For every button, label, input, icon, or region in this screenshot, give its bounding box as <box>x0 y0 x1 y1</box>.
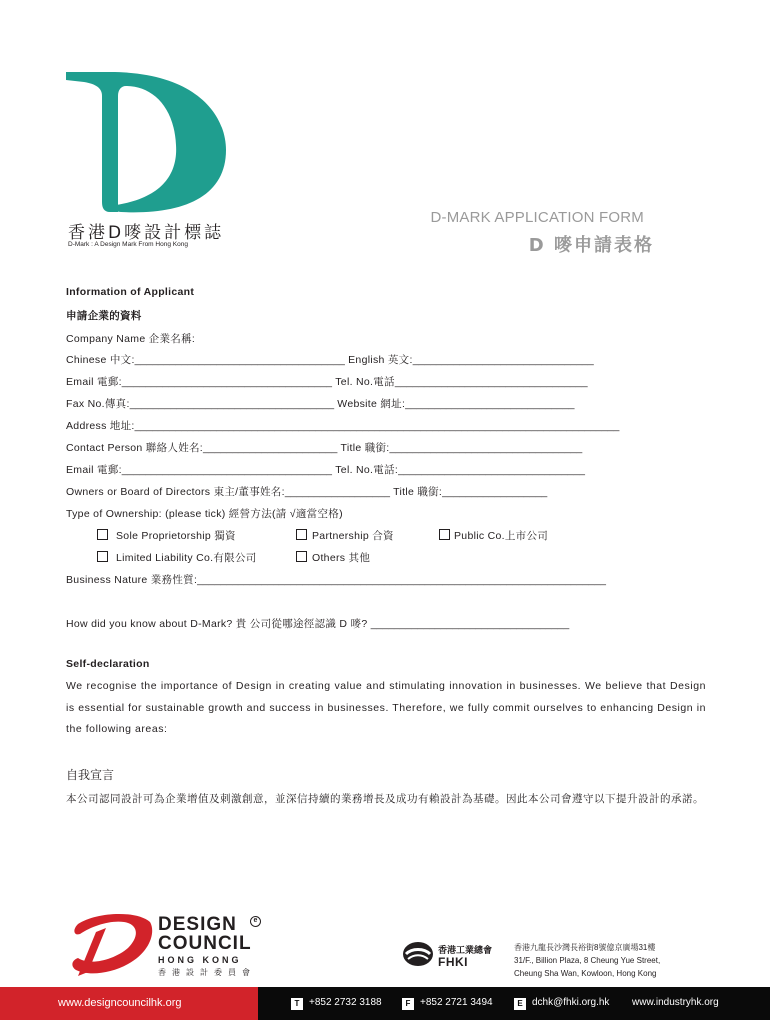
checkbox-limited[interactable] <box>97 551 108 562</box>
option-limited-liability[interactable] <box>97 550 257 565</box>
phone-icon: T <box>291 998 303 1010</box>
email-label: Email 電郵: <box>66 376 122 388</box>
option-limited-label: Limited Liability Co.有限公司 <box>116 552 257 564</box>
option-public-co[interactable] <box>439 528 548 543</box>
business-nature-row <box>66 572 606 587</box>
fhki-name-en: FHKI <box>438 955 468 969</box>
design-council-wordmark <box>158 915 256 978</box>
contact-tel-field[interactable]: ________________________________ <box>398 464 585 476</box>
section-heading-applicant-cn: 申請企業的資料 <box>66 310 142 322</box>
contact-tel-label: Tel. No.電話: <box>335 464 399 476</box>
address-en-line2: Cheung Sha Wan, Kowloon, Hong Kong <box>514 969 657 978</box>
fhki-address <box>514 941 660 980</box>
option-sole-label: Sole Proprietorship 獨資 <box>116 530 236 542</box>
address-row <box>66 418 619 433</box>
fax-field[interactable]: ___________________________________ <box>129 398 335 410</box>
english-name-label: English 英文: <box>348 354 413 366</box>
dc-line4: 香港設計委員會 <box>158 968 256 977</box>
business-nature-field[interactable]: ______________________________________________________________________ <box>197 574 606 586</box>
title-field[interactable]: _________________________________ <box>389 442 583 454</box>
option-partnership[interactable] <box>296 528 394 543</box>
self-declaration-text: We recognise the importance of Design in creating value and stimulating innovation in businesses. We believe that Design is essential for sustainable growth and success in businesses. Therefore, we fully commit ourselves to enhancing Design in the following areas: <box>66 680 706 735</box>
design-council-logo <box>66 910 154 980</box>
fax-label: Fax No.傳真: <box>66 398 130 410</box>
dc-line2: COUNCIL <box>158 933 252 954</box>
option-public-label: Public Co.上市公司 <box>454 530 549 542</box>
self-declaration-text-cn: 本公司認同設計可為企業增值及刺激創意，並深信持續的業務增長及成功有賴設計為基礎。因此本公司會遵守以下提升設計的承諾。 <box>66 793 704 805</box>
checkbox-partnership[interactable] <box>296 529 307 540</box>
footer-phone-text: +852 2732 3188 <box>309 997 382 1008</box>
chinese-name-row <box>66 352 594 367</box>
company-name-label: Company Name 企業名稱: <box>66 333 196 345</box>
design-council-link[interactable]: www.designcouncilhk.org <box>58 997 182 1009</box>
footer-phone <box>291 997 382 1010</box>
dc-line1: DESIGN <box>158 914 237 935</box>
checkbox-sole[interactable] <box>97 529 108 540</box>
dc-e-mark: e <box>250 916 261 927</box>
option-partnership-label: Partnership 合資 <box>312 530 394 542</box>
d-mark-logo <box>66 70 226 215</box>
fhki-name-cn: 香港工業總會 <box>438 945 493 955</box>
tel-label: Tel. No.電話 <box>335 376 395 388</box>
footer-fax-text: +852 2721 3494 <box>420 997 493 1008</box>
contact-row <box>66 440 582 455</box>
fhki-logo <box>402 940 434 968</box>
contact-email-field[interactable]: ____________________________________ <box>121 464 333 476</box>
contact-email-label: Email 電郵: <box>66 464 122 476</box>
website-field[interactable]: _____________________________ <box>405 398 575 410</box>
checkbox-public[interactable] <box>439 529 450 540</box>
self-declaration-heading: Self-declaration <box>66 658 150 670</box>
email-icon: E <box>514 998 526 1010</box>
owner-title-label: Title 職銜: <box>393 486 443 498</box>
email-row <box>66 374 588 389</box>
address-en-line1: 31/F., Billion Plaza, 8 Cheung Yue Street, <box>514 956 661 965</box>
footer-red-block <box>0 987 258 1020</box>
how-know-row <box>66 616 569 631</box>
how-know-field[interactable]: __________________________________ <box>370 618 570 630</box>
address-label: Address 地址: <box>66 420 135 432</box>
footer-fax <box>402 997 493 1010</box>
self-declaration-heading-cn: 自我宣言 <box>66 768 115 782</box>
logo-english-text: D-Mark : A Design Mark From Hong Kong <box>68 241 188 248</box>
footer-email <box>514 997 609 1010</box>
logo-chinese-text: 香港D嘜設計標誌 <box>68 223 225 243</box>
form-title-en: D-MARK APPLICATION FORM <box>430 209 644 226</box>
contact-person-field[interactable]: _______________________ <box>203 442 338 454</box>
fax-icon: F <box>402 998 414 1010</box>
website-label: Website 網址: <box>337 398 406 410</box>
option-sole-proprietorship[interactable] <box>97 528 236 543</box>
option-others[interactable] <box>296 550 370 565</box>
email-field[interactable]: ____________________________________ <box>121 376 333 388</box>
industryhk-link[interactable]: www.industryhk.org <box>632 997 719 1008</box>
footer-bar <box>0 987 770 1020</box>
owner-title-field[interactable]: __________________ <box>442 486 548 498</box>
owners-field[interactable]: __________________ <box>284 486 390 498</box>
how-know-label: How did you know about D-Mark? 貴 公司從哪途徑認識 D 嘜? <box>66 618 368 630</box>
business-nature-label: Business Nature 業務性質: <box>66 574 198 586</box>
contact-person-label: Contact Person 聯絡人姓名: <box>66 442 204 454</box>
checkbox-others[interactable] <box>296 551 307 562</box>
chinese-name-field[interactable]: ____________________________________ <box>134 354 345 366</box>
address-cn: 香港九龍長沙灣長裕街8號億京廣場31樓 <box>514 943 656 952</box>
chinese-name-label: Chinese 中文: <box>66 354 135 366</box>
fax-row <box>66 396 575 411</box>
owners-row <box>66 484 547 499</box>
owners-label: Owners or Board of Directors 東主/董事姓名: <box>66 486 285 498</box>
footer-email-text[interactable]: dchk@fhki.org.hk <box>532 997 610 1008</box>
form-title-cn: D 嘜申請表格 <box>528 235 654 256</box>
address-field[interactable]: ___________________________________________________________________________________ <box>134 420 620 432</box>
english-name-field[interactable]: _______________________________ <box>412 354 594 366</box>
contact-email-row <box>66 462 585 477</box>
title-label: Title 職銜: <box>340 442 390 454</box>
dc-line3: HONG KONG <box>158 955 242 965</box>
tel-field[interactable]: _________________________________ <box>394 376 588 388</box>
option-others-label: Others 其他 <box>312 552 371 564</box>
section-heading-applicant: Information of Applicant <box>66 286 195 298</box>
ownership-type-label: Type of Ownership: (please tick) 經營方法(請 √適當空格) <box>66 508 343 520</box>
